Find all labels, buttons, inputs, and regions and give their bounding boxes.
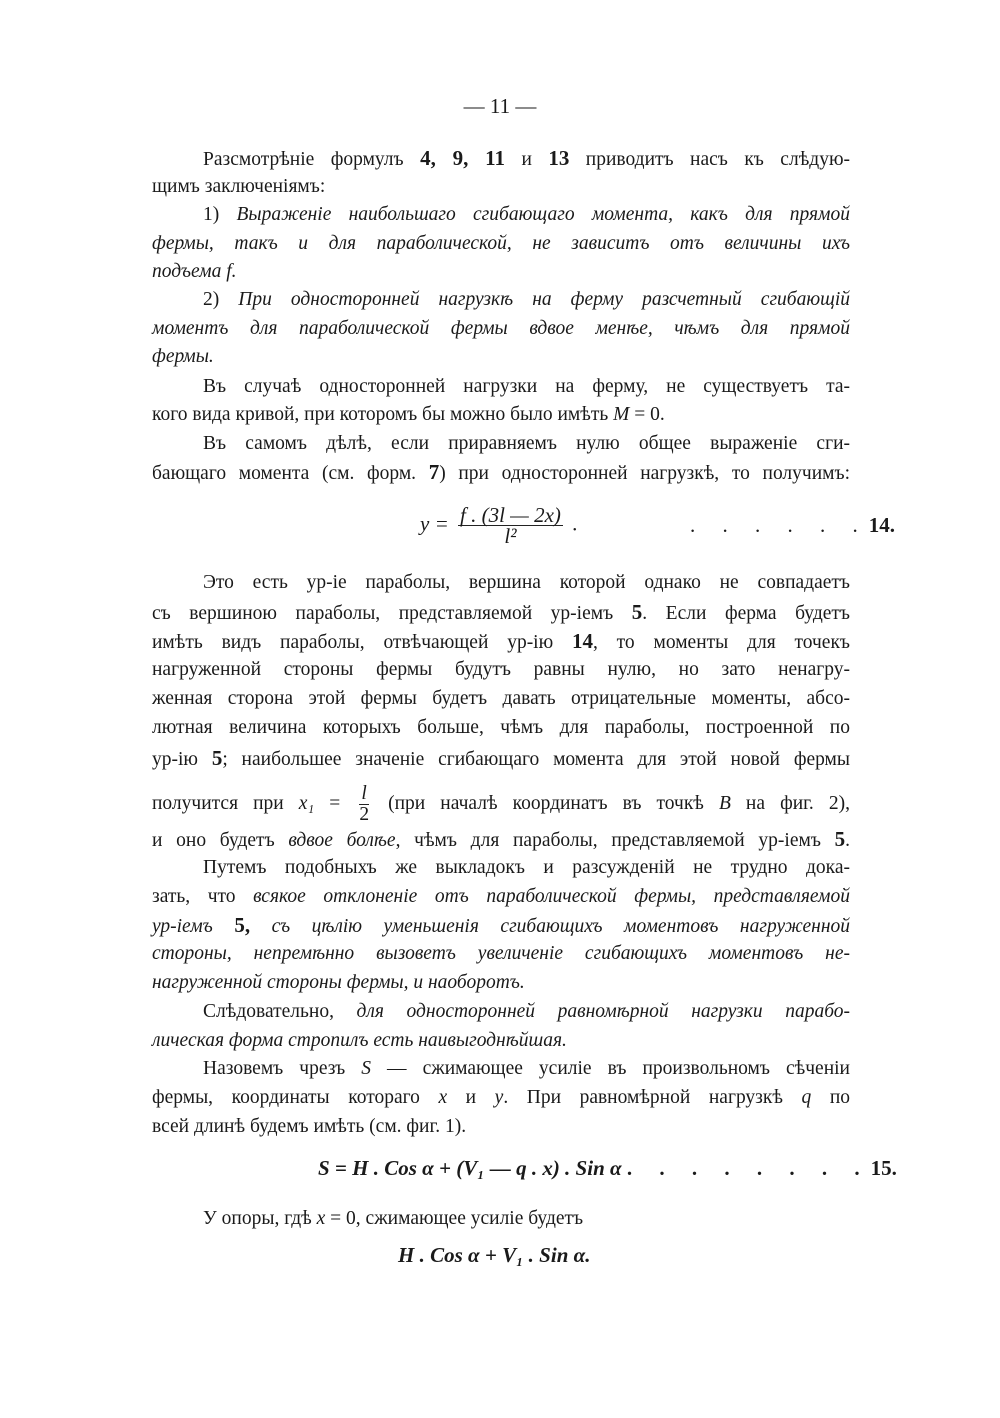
text-run: Путемъ подобныхъ же выкладокъ и разсужденій не трудно дока- [203, 857, 850, 878]
formula-15-expr: S = H . Cos α + (V₁ — q . x) . Sin α [318, 1156, 622, 1180]
italic-text: подъема [152, 261, 227, 282]
italic-text: y [494, 1087, 504, 1108]
text-line [203, 1056, 850, 1082]
bold-reference: 5 [631, 600, 643, 624]
text-run: Назовемъ чрезъ [203, 1058, 362, 1079]
italic-text: нагруженной стороны фермы, и наоборотъ. [152, 972, 525, 993]
text-run: , то моменты для точекъ [592, 632, 850, 653]
text-run: лютная величина которыхъ больше, чѣмъ для параболы, построенной по [152, 717, 850, 738]
text-run: 1) [203, 204, 237, 225]
text-run: зать, что [152, 886, 254, 907]
italic-text: q [801, 1087, 812, 1108]
fraction-numerator: l [359, 784, 369, 805]
text-run: ) при односторонней нагрузкѣ, то получимъ: [439, 463, 850, 484]
formula-14-numerator: f . (3l — 2x) [460, 503, 561, 527]
text-line [203, 202, 850, 228]
italic-text: Выраженіе наибольшаго сгибающаго момента, какъ для прямой [236, 204, 850, 225]
formula-16-expr: H . Cos α + V₁ . Sin α. [398, 1243, 591, 1267]
bold-reference: 5, [234, 913, 251, 937]
text-run: , чѣмъ для параболы, представляемой ур-іемъ [395, 830, 835, 851]
text-run: . Если ферма будетъ [642, 603, 850, 624]
text-run: и [447, 1087, 495, 1108]
text-run: всей длинѣ будемъ имѣть (см. фиг. 1). [152, 1116, 467, 1137]
bold-reference: 7 [428, 460, 440, 484]
italic-text: x₁ [298, 792, 315, 814]
formula-14-lhs: y = [420, 511, 449, 536]
text-line [152, 745, 850, 771]
equation-number: 15. [870, 1156, 897, 1180]
italic-text: x [438, 1087, 448, 1108]
page-number: — 11 — [463, 94, 537, 118]
text-run: Разсмотрѣніе формулъ [203, 149, 421, 170]
text-run: получится при [152, 792, 299, 814]
italic-text: лическая форма стропилъ есть наивыгоднѣйшая. [152, 1030, 567, 1051]
italic-text: моментъ для параболической фермы вдвое менѣе, чѣмъ для прямой [152, 318, 850, 339]
fraction-denominator: 2 [359, 804, 370, 825]
text-line [152, 1028, 850, 1054]
text-run: щимъ заключеніямъ: [152, 176, 326, 197]
text-run: и [505, 149, 549, 170]
text-line [152, 826, 850, 852]
formula-14-fraction [458, 505, 563, 546]
italic-text: x [316, 1208, 326, 1229]
text-run: Въ случаѣ односторонней нагрузки на ферму, не существуетъ та- [203, 376, 850, 397]
text-run: . [845, 830, 850, 851]
italic-text: B [718, 792, 731, 814]
text-run: 2) [203, 289, 239, 310]
text-line [152, 912, 850, 938]
italic-text: M [613, 404, 630, 425]
text-run: по [811, 1087, 851, 1108]
italic-text: для односторонней равномѣрной нагрузки парабо- [356, 1001, 850, 1022]
text-line [152, 715, 850, 741]
text-run: на фиг. 2), [730, 792, 850, 814]
leader-dots: . . . . . . . . [626, 1156, 871, 1180]
text-run: Это есть ур-іе параболы, вершина которой однако не совпадаетъ [203, 572, 850, 593]
bold-reference: 13 [548, 146, 570, 170]
text-line [152, 1085, 850, 1111]
bold-reference: 14 [571, 629, 593, 653]
text-run: ур-ію [152, 749, 212, 770]
text-line [152, 941, 850, 967]
text-run: Слѣдовательно, [203, 1001, 357, 1022]
formula-16 [398, 1243, 591, 1268]
text-run: женная сторона этой фермы будетъ давать отрицательные моменты, абсо- [152, 688, 850, 709]
text-line [203, 145, 850, 171]
text-line [152, 628, 850, 654]
text-line [152, 402, 850, 428]
formula-14 [420, 505, 577, 546]
italic-text: S [361, 1058, 371, 1079]
formula-14-tail: . [572, 511, 578, 536]
italic-text: f. [226, 261, 237, 282]
italic-text: вдвое болѣе [288, 830, 396, 851]
italic-text: При односторонней нагрузкѣ на ферму разсчетный сгибающій [238, 289, 850, 310]
formula-14-denominator: l² [504, 524, 517, 548]
text-run: имѣть видъ параболы, отвѣчающей ур-ію [152, 632, 572, 653]
italic-text: стороны, непремѣнно вызоветъ увеличеніе сгибающихъ моментовъ не- [152, 943, 850, 964]
bold-reference: 5 [834, 827, 846, 851]
text-line [203, 855, 850, 881]
text-line [152, 459, 850, 485]
text-line [203, 570, 850, 596]
text-run: У опоры, гдѣ [203, 1208, 317, 1229]
text-line [152, 316, 850, 342]
text-line [203, 431, 850, 457]
text-run: Въ самомъ дѣлѣ, если приравняемъ нулю общее выраженіе сги- [203, 433, 850, 454]
text-line [203, 999, 850, 1025]
text-line [152, 686, 850, 712]
text-run: и оно будетъ [152, 830, 289, 851]
italic-text: ур-іемъ [152, 916, 235, 937]
text-run: . При равномѣрной нагрузкѣ [503, 1087, 802, 1108]
text-line [152, 231, 850, 257]
text-run: нагруженной стороны фермы будутъ равны нулю, но зато ненагру- [152, 659, 850, 680]
text-run: = 0, сжимающее усиліе будетъ [325, 1208, 584, 1229]
text-line [152, 970, 850, 996]
text-run: = 0. [629, 404, 665, 425]
bold-reference: 5 [211, 746, 223, 770]
bold-reference: 4, 9, 11 [420, 146, 506, 170]
text-line [203, 287, 850, 313]
text-line [152, 783, 850, 825]
text-run: бающаго момента (см. форм. [152, 463, 429, 484]
text-run: приводитъ насъ къ слѣдую- [569, 149, 851, 170]
italic-text: всякое отклоненіе отъ параболической фермы, представляемой [253, 886, 850, 907]
text-line [152, 599, 850, 625]
text-run: — сжимающее усиліе въ произвольномъ сѣченіи [370, 1058, 850, 1079]
italic-text: фермы. [152, 346, 214, 367]
text-run: съ вершиною параболы, представляемой ур-іемъ [152, 603, 632, 624]
text-run: ; наибольшее значеніе сгибающаго момента для этой новой фермы [222, 749, 851, 770]
text-run: кого вида кривой, при которомъ бы можно было имѣть [152, 404, 614, 425]
italic-text: съ цѣлію уменьшенія сгибающихъ моментовъ нагруженной [250, 916, 850, 937]
text-line [152, 657, 850, 683]
text-run: = [314, 792, 356, 814]
formula-14-label [690, 513, 895, 538]
leader-dots: . . . . . . [690, 513, 869, 537]
equation-number: 14. [868, 513, 895, 537]
italic-text: фермы, такъ и для параболической, не зависитъ отъ величины ихъ [152, 233, 850, 254]
text-line [152, 884, 850, 910]
inline-fraction [359, 784, 369, 825]
text-line [203, 1206, 850, 1232]
text-line [152, 259, 850, 285]
text-run: (при началѣ координатъ въ точкѣ [373, 792, 719, 814]
text-line [152, 1114, 850, 1140]
text-line [152, 344, 850, 370]
text-run: фермы, координаты котораго [152, 1087, 439, 1108]
text-line [203, 374, 850, 400]
text-line [152, 174, 850, 200]
formula-15 [318, 1156, 897, 1181]
